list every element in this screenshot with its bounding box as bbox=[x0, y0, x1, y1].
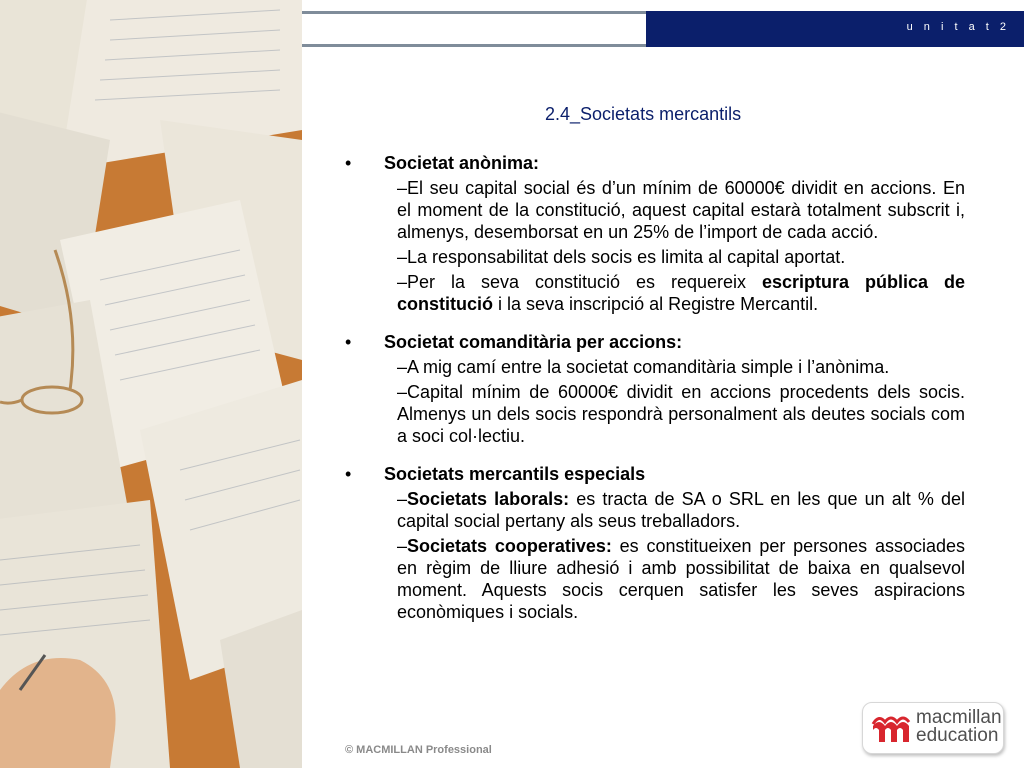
header-bar bbox=[646, 11, 1024, 47]
sub-item: –Capital mínim de 60000€ dividit en accions procedents dels socis. Almenys un dels socis respondrà personalment als deutes socials com a soci col·lectiu. bbox=[397, 382, 965, 446]
sub-item bbox=[397, 535, 965, 623]
bullet-label: Societats mercantils especials bbox=[384, 464, 646, 484]
slide-title: 2.4_Societats mercantils bbox=[545, 104, 742, 124]
sub-item: –El seu capital social és d’un mínim de 60000€ dividit en accions. En el moment de la constitució, aquest capital estarà totalment subscrit i, almenys, desemborsat en un 25% de l’import de cada acció. bbox=[397, 178, 965, 242]
logo-line-1: macmillan bbox=[916, 707, 1002, 728]
bullet-societat-anonima bbox=[345, 152, 965, 174]
copyright-text: © MACMILLAN Professional bbox=[345, 744, 492, 756]
sub-item-text: i la seva inscripció al Registre Mercantil. bbox=[493, 294, 819, 314]
sub-item bbox=[397, 488, 965, 532]
sub-item-bold: escriptura pública de constitució bbox=[397, 272, 965, 314]
macmillan-logo-text bbox=[916, 709, 1002, 745]
logo-line-2: education bbox=[916, 725, 999, 746]
bullet-societat-comanditaria bbox=[345, 331, 965, 353]
desk-papers-illustration bbox=[0, 0, 302, 768]
bullet-dot: • bbox=[345, 464, 352, 484]
bullet-label: Societat anònima: bbox=[384, 153, 540, 173]
bullet-label: Societat comanditària per accions: bbox=[384, 332, 683, 352]
sub-item-text: –Per la seva constitució es requereix bbox=[397, 272, 762, 292]
sub-item-text: es tracta de SA o SRL en les que un alt % del capital social pertany als seus treballadors. bbox=[397, 489, 965, 531]
sub-item: –La responsabilitat dels socis es limita al capital aportat. bbox=[397, 247, 846, 267]
macmillan-logo bbox=[862, 702, 1004, 754]
sub-item bbox=[397, 271, 965, 315]
sub-item-dash: – bbox=[397, 536, 408, 556]
bullet-dot: • bbox=[345, 332, 352, 352]
sub-item-bold: Societats laborals: bbox=[407, 489, 570, 509]
bullet-dot: • bbox=[345, 153, 352, 173]
header-rule-bottom bbox=[302, 44, 646, 47]
header-left-box bbox=[302, 14, 646, 44]
sub-item: –A mig camí entre la societat comanditària simple i l’anònima. bbox=[397, 357, 890, 377]
unit-label: u n i t a t 2 bbox=[906, 21, 1010, 33]
macmillan-logo-icon bbox=[871, 712, 911, 744]
slide-content bbox=[345, 152, 965, 623]
sub-item-dash: – bbox=[397, 489, 408, 509]
decorative-photo bbox=[0, 0, 302, 768]
sub-item-bold: Societats cooperatives: bbox=[407, 536, 612, 556]
sub-item-text: es constitueixen per persones associades en règim de lliure adhesió i amb possibilitat de baixa en qualsevol moment. Aquests socis cerquen satisfer les seves aspiracions econòmiques i socials. bbox=[397, 536, 966, 622]
bullet-societats-especials bbox=[345, 463, 965, 485]
